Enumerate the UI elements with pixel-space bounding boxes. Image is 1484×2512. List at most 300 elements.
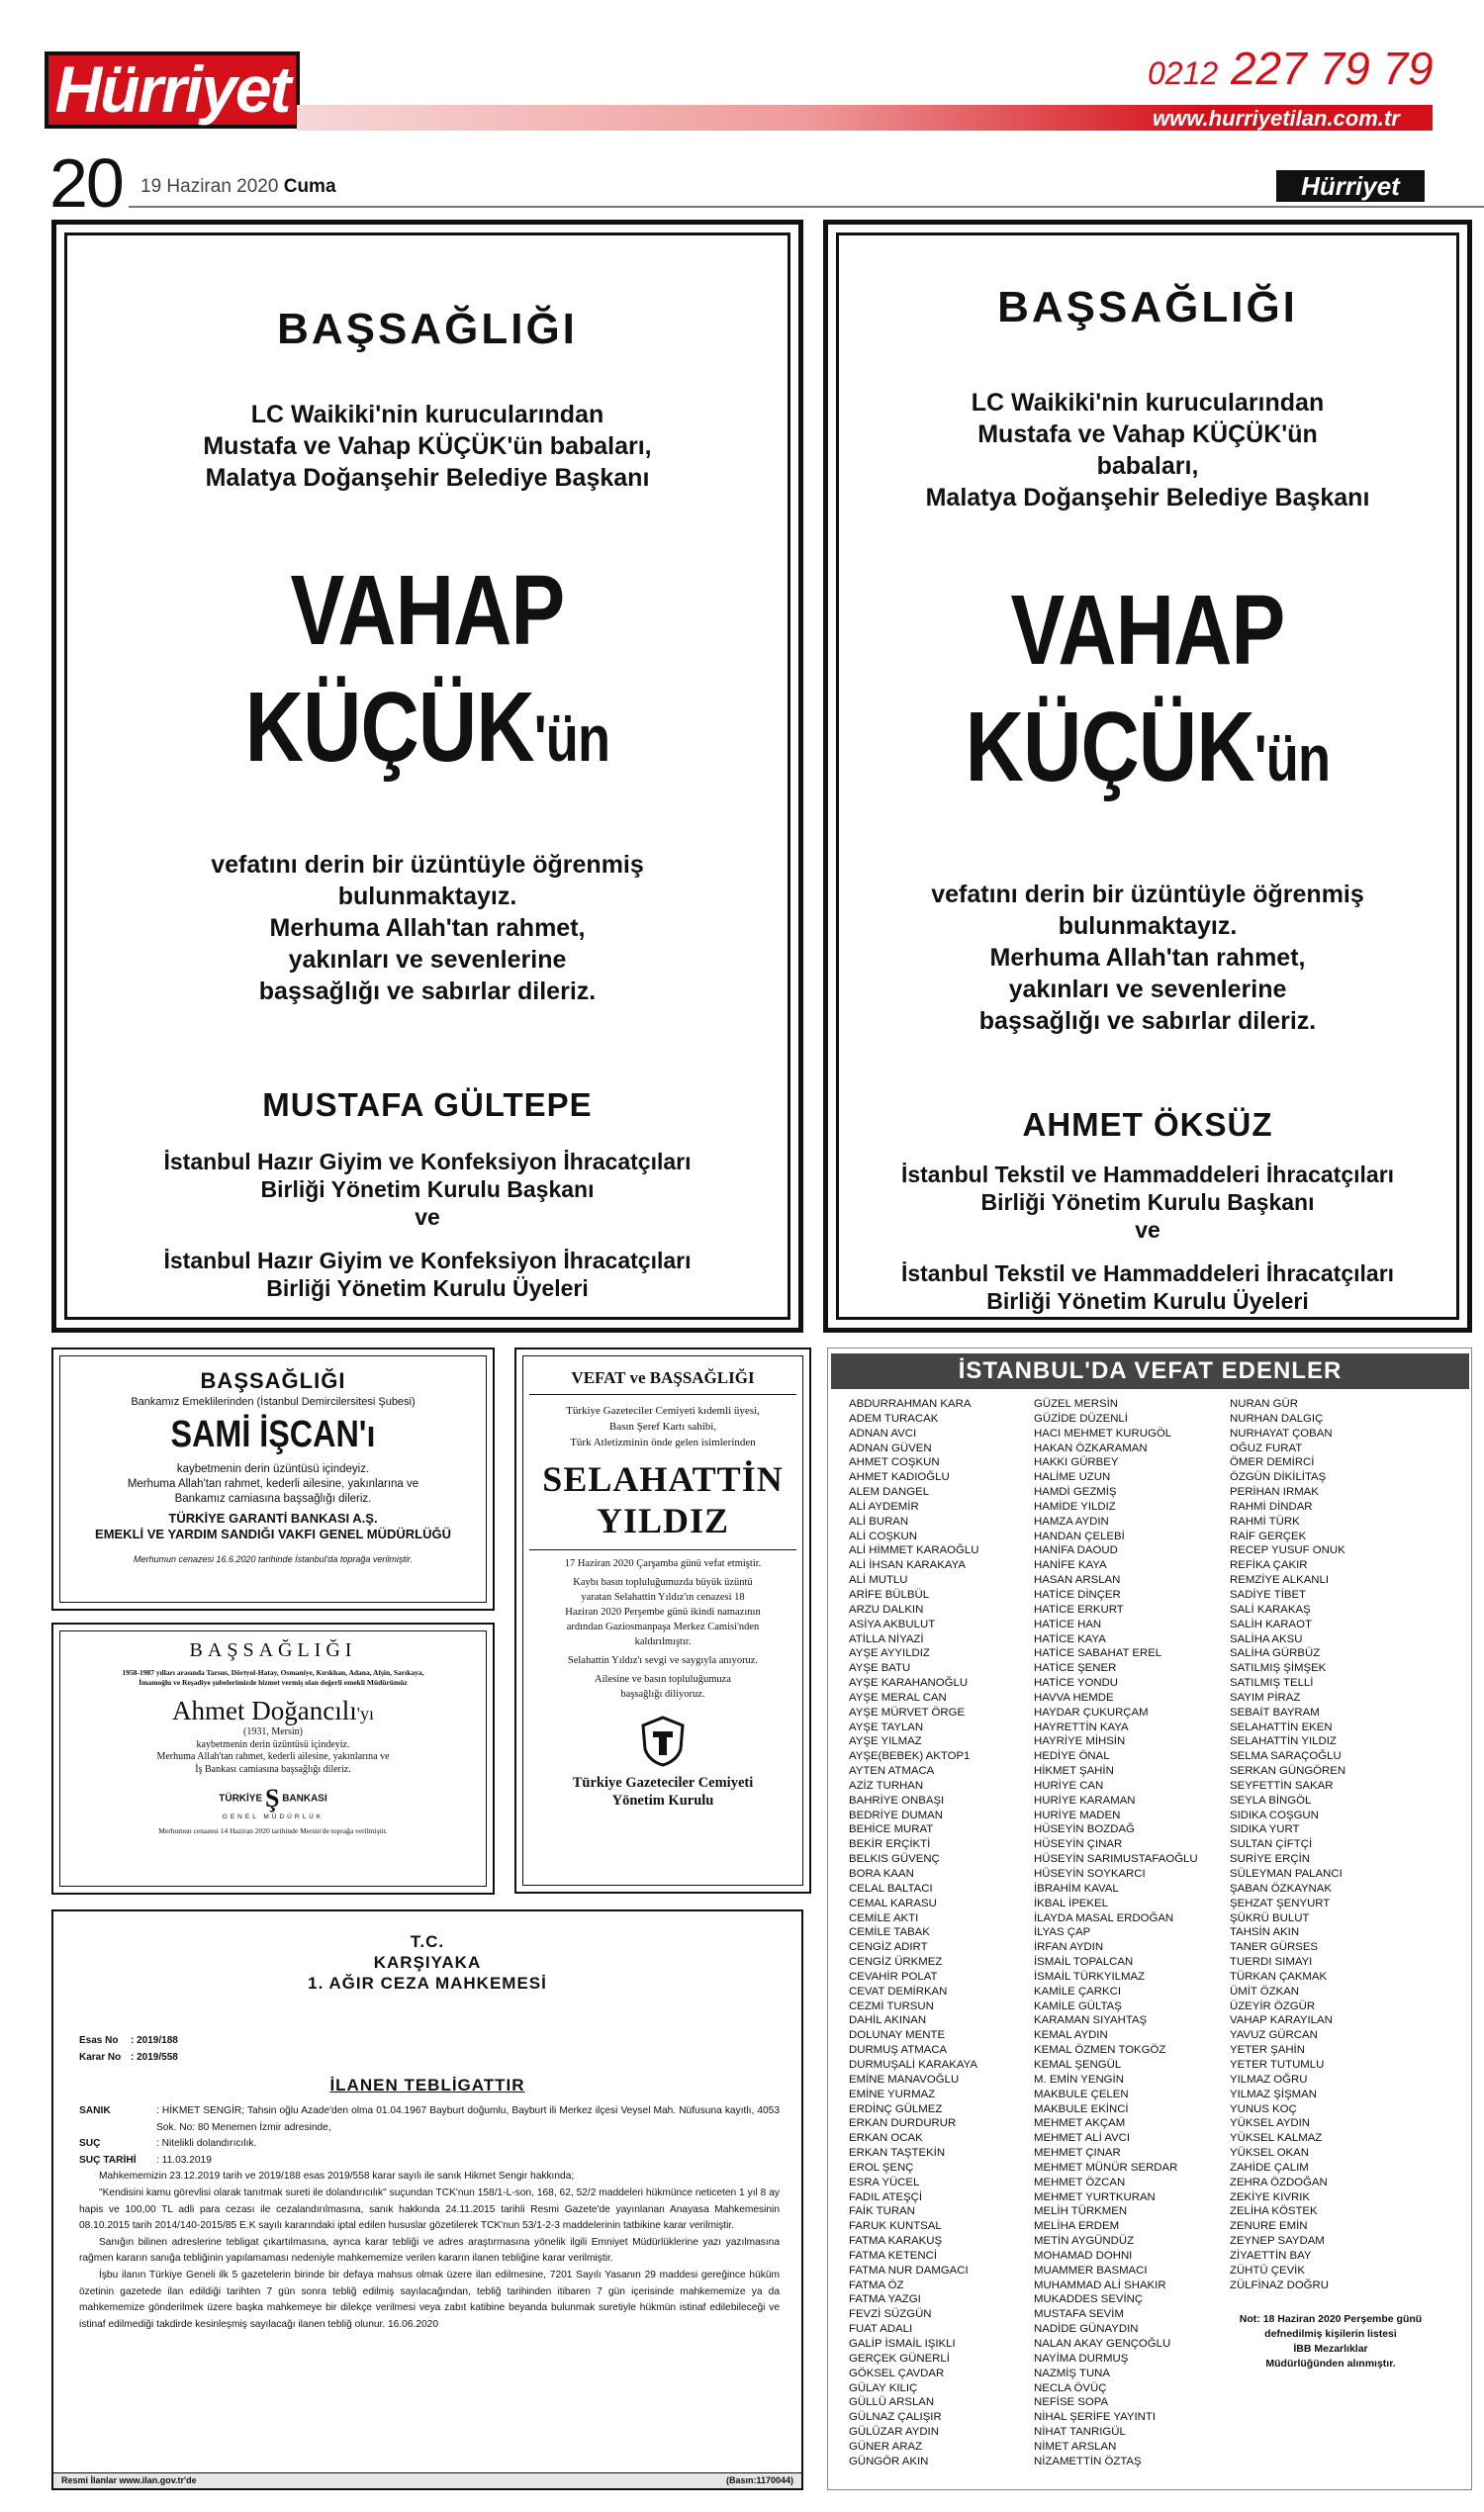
deceased-list-item: YÜKSEL OKAN [1230,2147,1309,2160]
bank-sub: GENEL MÜDÜRLÜK [222,1814,325,1820]
deceased-list-item: SULTAN ÇİFTÇİ [1230,1838,1313,1851]
deceased-list-item: MUKADDES SEVİNÇ [1034,2293,1144,2306]
ad-inner-frame [64,233,790,1320]
intro-line: Mustafa ve Vahap KÜÇÜK'ün [977,420,1318,448]
ad-body [60,1726,486,1776]
deceased-list-item: NECLA ÖVÜÇ [1034,2381,1107,2394]
court-numbers [79,2032,178,2066]
deceased-list-item: MEHMET YURTKURAN [1034,2190,1156,2203]
deceased-list-item: NURAN GÜR [1230,1398,1298,1410]
deceased-list-item: İSMAİL TOPALCAN [1034,1956,1134,1969]
intro-line: LC Waikiki'nin kurucularından [250,401,604,428]
deceased-list-item: HÜSEYİN BOZDAĞ [1034,1823,1135,1836]
ad-heading: BAŞSAĞLIĞI [997,283,1298,331]
deceased-list-item: FARUK KUNTSAL [849,2220,942,2233]
deceased-list-item: ADEM TURACAK [849,1412,939,1425]
deceased-list-item: ŞABAN ÖZKAYNAK [1230,1882,1332,1895]
deceased-list-item: FADIL ATEŞÇİ [849,2190,923,2203]
deceased-list-item: HİKMET ŞAHİN [1034,1765,1114,1778]
deceased-list-item: MAKBULE EKİNCİ [1034,2102,1129,2115]
deceased-list-item: HURİYE CAN [1034,1779,1104,1792]
name-rule [529,1549,796,1550]
name-line: YILDIZ [596,1501,730,1540]
deceased-list-item: CEVAHİR POLAT [849,1970,938,1983]
deceased-list-item: GÜNER ARAZ [849,2440,923,2453]
court-paragraph: "Kendisini kamu görevlisi olarak tanıtmak sureti ile dolandırıcılık" suçundan TCK'nun 158/1-L-son, 168, 62, 52/2 maddeleri hükmünce neticeten 1 yıl 8 ay hapis ve 100,00 TL adli para cezası ile cezalandırılmasına, sanık hakkında 24.11.2015 tarihli Resmi Gazete'de yayınlanan Anayasa Mahkemesinin 08.10.2015 tarih 2014/140-2015/85 E.K sayılı kararındaki iptal edilen hususlar gözetilerek TCK'nun 53/1-2-3 maddelerinin tatbikine karar verilmiştir. [79,2186,780,2232]
deceased-list-item: MUHAMMAD ALİ SHAKIR [1034,2279,1166,2291]
deceased-list-item: FATMA ÖZ [849,2279,904,2291]
org-line: Birliği Yönetim Kurulu Üyeleri [986,1288,1309,1314]
condolence-ad-gultepe [51,220,803,1333]
ad-sub [523,1403,802,1450]
deceased-list-item: HÜSEYİN ÇINAR [1034,1838,1123,1851]
message-line: vefatını derin bir üzüntüyle öğrenmiş [931,881,1364,908]
deceased-list-item: ZENURE EMİN [1230,2220,1308,2233]
org-and: ve [1135,1217,1160,1243]
deceased-list-item: ATİLLA NİYAZİ [849,1632,924,1645]
karar-value: : 2019/558 [131,2052,178,2063]
ad-heading: VEFAT ve BAŞSAĞLIĞI [571,1368,755,1387]
name-line: VAHAP [290,555,565,666]
deceased-list-item: ERDİNÇ GÜLMEZ [849,2102,943,2115]
phone-number[interactable] [1148,42,1434,95]
deceased-list-item: ARZU DALKIN [849,1603,924,1616]
deceased-list-item: HAMDİ GEZMİŞ [1034,1486,1117,1499]
surname: KÜÇÜK [965,692,1254,802]
deceased-list-item: ŞÜKRÜ BULUT [1230,1911,1310,1924]
deceased-list-item: KAMİLE ÇARKCI [1034,1985,1121,1998]
court-header [53,1931,801,1994]
deceased-list-item: AYŞE MÜRVET ÖRGE [849,1706,966,1719]
body-line: Selahattin Yıldız'ı sevgi ve saygıyla anıyoruz. [567,1655,759,1666]
message-line: yakınları ve sevenlerine [288,946,567,974]
ad-heading: BAŞSAĞLIĞI [189,1639,357,1661]
name-line: VAHAP [1010,575,1285,686]
tgc-emblem-icon [523,1716,802,1772]
heading-rule [529,1394,796,1395]
deceased-list-item: M. EMİN YENGİN [1034,2073,1124,2086]
deceased-list-item: CEVAT DEMİRKAN [849,1985,948,1998]
page-number: 20 [49,144,123,222]
name-suffix: 'yı [356,1704,374,1723]
deceased-list-item: ÖMER DEMİRCİ [1230,1456,1315,1469]
deceased-list-item: HATİCE ERKURT [1034,1603,1124,1616]
deceased-name [523,1458,802,1541]
deceased-list-item: MEHMET ALİ AVCI [1034,2132,1131,2145]
deceased-list-item: NALAN AKAY GENÇOĞLU [1034,2338,1171,2350]
message-line: vefatını derin bir üzüntüyle öğrenmiş [211,851,644,879]
deceased-list-item: SEBAİT BAYRAM [1230,1706,1320,1719]
deceased-list-item: EMİNE MANAVOĞLU [849,2073,960,2086]
deceased-list-item: HAMİDE YILDIZ [1034,1500,1116,1513]
deceased-list-item: CENGİZ ÜRKMEZ [849,1956,943,1969]
esas-label: Esas No [79,2035,119,2046]
name-line [133,669,723,796]
deceased-list-item: BEDRİYE DUMAN [849,1809,943,1821]
date-text: 19 Haziran 2020 [140,176,279,197]
isbank-symbol-icon: Ş [264,1784,280,1813]
deceased-list-item: KEMAL AYDIN [1034,2029,1108,2042]
ad-intro [839,387,1456,513]
deceased-list-item: YETER ŞAHİN [1230,2044,1305,2057]
phone-prefix: 0212 [1148,55,1219,91]
name-line: SELAHATTİN [542,1459,784,1499]
deceased-list-item: OĞUZ FURAT [1230,1442,1303,1454]
ad-org [67,1148,788,1302]
court-header-line: KARŞIYAKA [373,1953,482,1972]
deceased-list-item: BELKIS GÜVENÇ [849,1853,940,1866]
ad-sub: Bankamız Emeklilerinden (İstanbul Demircilersitesi Şubesi) [131,1396,416,1408]
note-line: defnedilmiş kişilerin listesi [1264,2328,1397,2340]
deceased-list-item: GÜLLÜ ARSLAN [849,2396,935,2409]
body-line: İş Bankası camiasına başsağlığı dileriz. [195,1763,351,1775]
deceased-list-item: HÜSEYİN SOYKARCI [1034,1868,1146,1880]
court-paragraph: Sanığın bilinen adreslerine tebligat çıkartılmasına, ayrıca karar tebliği ve adres araştırmasına yönelik ilgili Emniyet Müdürlüklerine yazı yazılmasına rağmen kararın sanığa tebliğinin yapılamaması nedeniyle mahkememize verilen kararın ilanen tebliğine karar verilmiştir. [79,2236,780,2265]
deceased-list-item: SALİHA AKSU [1230,1632,1303,1645]
deceased-list-item: TUERDI SIMAYI [1230,1956,1313,1969]
deceased-list-item: ZÜHTÜ ÇEVİK [1230,2264,1305,2277]
body-line: başsağlığı diliyoruz. [620,1689,705,1700]
deceased-list-item: İRFAN AYDIN [1034,1941,1104,1954]
deceased-list-item: SALİHA GÜRBÜZ [1230,1647,1321,1660]
deceased-list-item: SALİH KARAOT [1230,1618,1312,1630]
deceased-list-item: NİHAT TANRIGÜL [1034,2426,1126,2439]
deceased-list-item: SELAHATTİN EKEN [1230,1721,1333,1733]
deceased-list-item: HACI MEHMET KURUGÖL [1034,1427,1172,1440]
deceased-list-item: İKBAL İPEKEL [1034,1897,1108,1909]
suc-tarihi-value: : 11.03.2019 [156,2154,212,2166]
message-line: bulunmaktayız. [337,883,517,910]
deceased-list-item: NAZMİŞ TUNA [1034,2367,1110,2379]
deceased-list-item: DAHİL AKINAN [849,2014,927,2027]
sub-line: Türk Atletizminin önde gelen isimlerinden [570,1437,756,1448]
deceased-list-item: DURMUŞ ATMACA [849,2044,948,2057]
deceased-list-item: HAMZA AYDIN [1034,1515,1109,1528]
bank-name-left: TÜRKİYE [219,1793,263,1805]
deceased-list-item: DURMUŞALİ KARAKAYA [849,2058,977,2071]
org-line: Birliği Yönetim Kurulu Başkanı [980,1189,1315,1215]
deceased-list-item: AYŞE TAYLAN [849,1721,924,1733]
condolence-ad-yildiz [514,1348,811,1894]
deceased-list-item: ALİ COŞKUN [849,1530,917,1542]
court-body [79,2103,780,2333]
deceased-list-item: KEMAL ŞENGÜL [1034,2058,1122,2071]
years: (1931, Mersin) [243,1726,303,1737]
deaths-list-note [1212,2312,1449,2372]
deceased-list-item: İLAYDA MASAL ERDOĞAN [1034,1911,1174,1924]
deceased-list-item: ALİ BURAN [849,1515,909,1528]
deceased-list-item: AHMET KADIOĞLU [849,1471,950,1484]
ad-signer: AHMET ÖKSÜZ [1022,1106,1273,1143]
name-text: Ahmet Doğancılı [172,1696,357,1725]
surname: KÜÇÜK [244,672,534,783]
sub-line: Türkiye Gazeteciler Cemiyeti kıdemli üyesi, [566,1405,760,1417]
ad-heading: BAŞSAĞLIĞI [200,1368,346,1393]
deceased-list-item: HANİFE KAYA [1034,1559,1107,1572]
org-line: Yönetim Kurulu [611,1793,714,1809]
body-line: Bankamız camiasına başsağlığı dileriz. [174,1493,372,1505]
body-line: Haziran 2020 Perşembe günü ikindi namazının [565,1607,761,1618]
message-line: bulunmaktayız. [1058,912,1238,940]
org-line: İstanbul Tekstil ve Hammaddeleri İhracatçıları [900,1260,1395,1286]
deceased-list-item: HATİCE SABAHAT EREL [1034,1647,1162,1660]
deceased-list-item: YÜKSEL AYDIN [1230,2117,1311,2130]
deceased-list-item: PERİHAN IRMAK [1230,1486,1319,1499]
deceased-list-item: KARAMAN SIYAHTAŞ [1034,2014,1148,2027]
ad-message [67,849,788,1007]
intro-line: Malatya Doğanşehir Belediye Başkanı [925,484,1370,512]
deceased-list-item: ADNAN GÜVEN [849,1442,932,1454]
deceased-list-item: GÜLÜZAR AYDIN [849,2426,939,2439]
deceased-list-item: MOHAMAD DOHNI [1034,2249,1133,2262]
deceased-list-item: SERKAN GÜNGÖREN [1230,1765,1346,1778]
deceased-list-item: GÜLNAZ ÇALIŞIR [849,2411,942,2424]
deceased-list-item: HATİCE HAN [1034,1618,1102,1630]
note-line: İBB Mezarlıklar [1293,2343,1368,2355]
sub-line: İmamoğlu ve Reşadiye şubelerimizde hizmet vermiş olan değerli emekli Müdürümüz [139,1678,408,1687]
body-line: 17 Haziran 2020 Çarşamba günü vefat etmiştir. [564,1558,762,1569]
deceased-list-item: HAKAN ÖZKARAMAN [1034,1442,1148,1454]
deceased-list-item: ZİYAETTİN BAY [1230,2249,1312,2262]
message-line: başsağlığı ve sabırlar dileriz. [978,1007,1317,1035]
deceased-list-item: HÜSEYİN SARIMUSTAFAOĞLU [1034,1853,1198,1866]
court-footer [53,2472,801,2488]
deceased-list-item: SEYFETTİN SAKAR [1230,1779,1334,1792]
deceased-list-item: ERKAN DURDURUR [849,2117,957,2130]
deceased-list-item: İBRAHİM KAVAL [1034,1882,1119,1895]
deceased-list-item: ÜMİT ÖZKAN [1230,1985,1300,1998]
deceased-list-item: FATMA KARAKUŞ [849,2235,943,2248]
small-logo[interactable]: Hürriyet [1276,170,1425,202]
deceased-list-item: RAİF GERÇEK [1230,1530,1307,1542]
deceased-list-item: FATMA YAZGI [849,2293,921,2306]
court-paragraph: İşbu ilanın Türkiye Geneli ilk 5 gazetelerin birinde bir defaya mahsus olmak üzere ilan edilmesine, 7201 Sayılı Yasanın 29 maddesi gereğince hüküm özetinin gazetede ilan edildiği tarihten 7 gün sonra tebliğ edilmiş sayılacağından, tebliğ tarihinden itibaren 7 gün içerisinde mahkememize ya da mahkememize gönderilmek üzere başka mahkemeye bir dilekçe verilmesi veya zabıt katibine beyanda bulunmak suretiyle hükmün istinaf edilebileceği ve istinaf edilmediği takdirde kesinleşmiş sayılacağı ilanen tebliğ olunur. 16.06.2020 [79,2269,780,2330]
deceased-list-item: NADİDE GÜNAYDIN [1034,2323,1139,2336]
deceased-list-item: SATILMIŞ ŞİMŞEK [1230,1662,1327,1675]
deceased-list-item: CEZMİ TURSUN [849,2000,934,2012]
note-line: Müdürlüğünden alınmıştır. [1265,2358,1396,2370]
ad-org [60,1511,486,1542]
deceased-list-item: AYŞE(BEBEK) AKTOP1 [849,1750,971,1763]
deceased-list-item: ESRA YÜCEL [849,2176,920,2188]
deceased-list-item: MUAMMER BASMACI [1034,2264,1148,2277]
deceased-list-item: SADİYE TİBET [1230,1588,1307,1601]
deceased-list-item: ABDURRAHMAN KARA [849,1398,972,1410]
deceased-list-item: DOLUNAY MENTE [849,2029,946,2042]
deceased-list-item: ZAHİDE ÇALIM [1230,2161,1309,2174]
deceased-list-item: BEKİR ERÇİKTİ [849,1838,931,1851]
condolence-ad-oksuz [823,220,1472,1333]
intro-line: babaları, [1096,452,1199,480]
name-line [894,689,1401,816]
deceased-list-item: TANER GÜRSES [1230,1941,1319,1954]
deceased-list-item: HURİYE MADEN [1034,1809,1121,1821]
name-suffix: 'ün [533,701,610,775]
ad-signer: MUSTAFA GÜLTEPE [262,1086,593,1123]
deceased-list-item: HAYRETTİN KAYA [1034,1721,1129,1733]
org-line: İstanbul Hazır Giyim ve Konfeksiyon İhracatçıları [163,1149,692,1174]
deceased-list-item: HATİCE ŞENER [1034,1662,1117,1675]
ad-org [523,1774,802,1810]
message-line: başsağlığı ve sabırlar dileriz. [258,977,597,1005]
org-and: ve [415,1204,440,1230]
sub-line: Basın Şeref Kartı sahibi, [608,1421,717,1433]
ad-org [839,1161,1456,1315]
deceased-list-item: ERKAN OCAK [849,2132,923,2145]
ad-inner-frame [522,1355,803,1886]
deceased-list-item: AYTEN ATMACA [849,1765,935,1778]
intro-line: LC Waikiki'nin kurucularından [971,389,1325,417]
deceased-list-item: HALİME UZUN [1034,1471,1111,1484]
deceased-list-item: CEMİLE TABAK [849,1926,930,1939]
deceased-list-item: YÜKSEL KALMAZ [1230,2132,1323,2145]
deceased-list-item: CENGİZ ADIRT [849,1941,928,1954]
deceased-list-item: YUNUS KOÇ [1230,2102,1297,2115]
court-title: İLANEN TEBLİGATTIR [329,2076,525,2094]
deceased-list-item: BAHRİYE ONBAŞI [849,1794,945,1807]
deceased-list-item: ALİ HİMMET KARAOĞLU [849,1544,979,1557]
deceased-list-item: FUAT ADALI [849,2323,913,2336]
deceased-list-item: BEHİCE MURAT [849,1823,934,1836]
court-footer-left[interactable]: Resmi İlanlar www.ilan.gov.tr'de [61,2475,197,2485]
hurriyet-logo[interactable]: Hürriyet [45,51,300,129]
body-line: kaldırılmıştır. [634,1636,692,1647]
deceased-list-item: NAYİMA DURMUŞ [1034,2352,1129,2365]
deceased-list-item: MEHMET MÜNÜR SERDAR [1034,2161,1178,2174]
website-link[interactable]: www.hurriyetilan.com.tr [1153,106,1400,131]
deceased-list-item: CEMİLE AKTI [849,1911,919,1924]
deceased-list-item: MELİH TÜRKMEN [1034,2205,1128,2218]
deceased-list-item: ZÜLFİNAZ DOĞRU [1230,2279,1329,2291]
deceased-list-item: GÜZİDE DÜZENLİ [1034,1412,1128,1425]
ad-sub [60,1668,486,1688]
deceased-list-item: EROL ŞENÇ [849,2161,914,2174]
deceased-list-item: ZEYNEP SAYDAM [1230,2235,1325,2248]
deceased-list-item: KEMAL ÖZMEN TOKGÖZ [1034,2044,1166,2057]
sub-line: 1958-1987 yılları arasında Tarsus, Dörtyol-Hatay, Osmaniye, Kırıkhan, Adana, Afşin, Sarıkaya, [122,1668,424,1677]
deceased-list-item: ZEKİYE KIVRIK [1230,2190,1311,2203]
ad-inner-frame [836,233,1459,1320]
deceased-list-item: RECEP YUSUF ONUK [1230,1544,1345,1557]
deceased-list-item: NURHAN DALGIÇ [1230,1412,1324,1425]
deceased-list-item: AYŞE KARAHANOĞLU [849,1677,969,1690]
deceased-list-item: ALEM DANGEL [849,1486,930,1499]
deceased-list-item: HANDAN ÇELEBİ [1034,1530,1125,1542]
deceased-list-item: TÜRKAN ÇAKMAK [1230,1970,1328,1983]
deaths-column-1 [849,1397,978,2469]
deceased-list-item: AYŞE BATU [849,1662,911,1675]
deceased-list-item: AHMET COŞKUN [849,1456,940,1469]
suc-value: : Nitelikli dolandırıcılık. [156,2138,257,2150]
deceased-list-item: ASİYA AKBULUT [849,1618,936,1630]
deceased-list-item: ALİ AYDEMİR [849,1500,919,1513]
deceased-list-item: ERKAN TAŞTEKİN [849,2147,946,2160]
deceased-list-item: ARİFE BÜLBÜL [849,1588,930,1601]
deceased-list-item: SIDIKA YURT [1230,1823,1300,1836]
deceased-list-item: ALİ MUTLU [849,1574,908,1587]
deceased-list-item: YILMAZ ŞİŞMAN [1230,2088,1317,2100]
deceased-list-item: YILMAZ OĞRU [1230,2073,1308,2086]
deceased-list-item: MUSTAFA SEVİM [1034,2308,1124,2321]
deceased-list-item: FAİK TURAN [849,2205,915,2218]
deceased-list-item: SEYLA BİNGÖL [1230,1794,1312,1807]
deceased-list-item: ÜZEYİR ÖZGÜR [1230,2000,1316,2012]
deceased-list-item: YAVUZ GÜRCAN [1230,2029,1318,2042]
deaths-list-title: İSTANBUL'DA VEFAT EDENLER [831,1353,1469,1389]
ad-body [523,1556,802,1702]
deceased-list-item: FATMA KETENCİ [849,2249,938,2262]
deceased-list-item: NEFİSE SOPA [1034,2396,1109,2409]
deceased-list-item: SELAHATTİN YILDIZ [1230,1735,1337,1748]
deceased-list-item: ADNAN AVCI [849,1427,917,1440]
deceased-list-item: MEHMET ÇINAR [1034,2147,1121,2160]
body-line: kaybetmenin derin üzüntüsü içindeyiz. [196,1738,350,1750]
deceased-list-item: AYŞE YILMAZ [849,1735,922,1748]
deceased-list-item: GÜNGÖR AKIN [849,2455,929,2467]
deceased-list-item: NİZAMETTİN ÖZTAŞ [1034,2455,1142,2467]
karar-label: Karar No [79,2052,122,2063]
isbank-logo [60,1784,486,1820]
ad-footer: Merhumun cenazesi 16.6.2020 tarihinde İstanbul'da toprağa verilmiştir. [133,1554,414,1564]
condolence-ad-dogancili [51,1623,495,1895]
deceased-list-item: CELAL BALTACI [849,1882,933,1895]
intro-line: Mustafa ve Vahap KÜÇÜK'ün babaları, [203,432,652,460]
deceased-list-item: ÖZGÜN DİKİLİTAŞ [1230,1471,1327,1484]
deceased-list-item: KAMİLE GÜLTAŞ [1034,2000,1122,2012]
deceased-list-item: GÜLAY KILIÇ [849,2381,918,2394]
note-line: Not: 18 Haziran 2020 Perşembe günü [1239,2313,1423,2325]
deceased-list-item: NİMET ARSLAN [1034,2440,1117,2453]
deceased-list-item: HURİYE KARAMAN [1034,1794,1136,1807]
deceased-list-item: HANİFA DAOUD [1034,1544,1118,1557]
deceased-list-item: HAKKI GÜRBEY [1034,1456,1119,1469]
message-line: Merhuma Allah'tan rahmet, [989,944,1306,972]
sanik-value: : HİKMET SENGİR; Tahsin oğlu Azade'den olma 01.04.1967 Bayburt doğumlu, Bayburt ili Merkez ilçesi Veysel Mah. Nüfusuna kayıtlı, 4053 Sok. No: 80 Menemen İzmir adresinde, [156,2105,780,2133]
page-date [140,176,336,198]
ad-footer: Merhumun cenazesi 14 Haziran 2020 tarihinde Mersin'de toprağa verilmiştir. [158,1826,388,1835]
bank-name-right: BANKASI [282,1793,327,1805]
deaths-column-3 [1230,1397,1345,2292]
deceased-list-item: AYŞE AYYILDIZ [849,1647,930,1660]
esas-value: : 2019/188 [131,2035,178,2046]
message-line: Merhuma Allah'tan rahmet, [269,914,586,942]
ad-inner-frame [59,1355,487,1603]
org-line: Birliği Yönetim Kurulu Üyeleri [266,1275,589,1301]
deceased-list-item: SIDIKA COŞGUN [1230,1809,1319,1821]
message-line: yakınları ve sevenlerine [1008,976,1287,1003]
deceased-list-item: SURİYE ERÇİN [1230,1853,1311,1866]
deceased-list-item: GÜZEL MERSİN [1034,1398,1119,1410]
ad-body [60,1462,486,1507]
deceased-list-item: MEHMET AKÇAM [1034,2117,1126,2130]
court-header-line: T.C. [410,1932,445,1951]
sanik-label: SANIK [79,2105,111,2116]
body-line: Merhuma Allah'tan rahmet, kederli ailesine, yakınlarına ve [127,1478,419,1490]
deceased-list-item: SAYIM PİRAZ [1230,1691,1301,1704]
deceased-list-item: HATİCE DİNÇER [1034,1588,1121,1601]
body-line: kaybetmenin derin üzüntüsü içindeyiz. [176,1463,370,1475]
deceased-list-item: ŞEHZAT ŞENYURT [1230,1897,1331,1909]
org-line: TÜRKİYE GARANTİ BANKASI A.Ş. [168,1511,378,1526]
deceased-list-item: SÜLEYMAN PALANCI [1230,1868,1343,1880]
court-paragraph: Mahkememizin 23.12.2019 tarih ve 2019/188 esas 2019/558 karar sayılı ile sanık Hikmet Sengir hakkında; [99,2171,575,2183]
ad-message [839,879,1456,1037]
court-header-line: 1. AĞIR CEZA MAHKEMESİ [308,1974,547,1993]
deceased-list-item: AYŞE MERAL CAN [849,1691,947,1704]
org-line: EMEKLİ VE YARDIM SANDIĞI VAKFI GENEL MÜDÜRLÜĞÜ [95,1527,451,1541]
deceased-list-item: ZELİHA KÖSTEK [1230,2205,1318,2218]
condolence-ad-iscan [51,1348,495,1611]
